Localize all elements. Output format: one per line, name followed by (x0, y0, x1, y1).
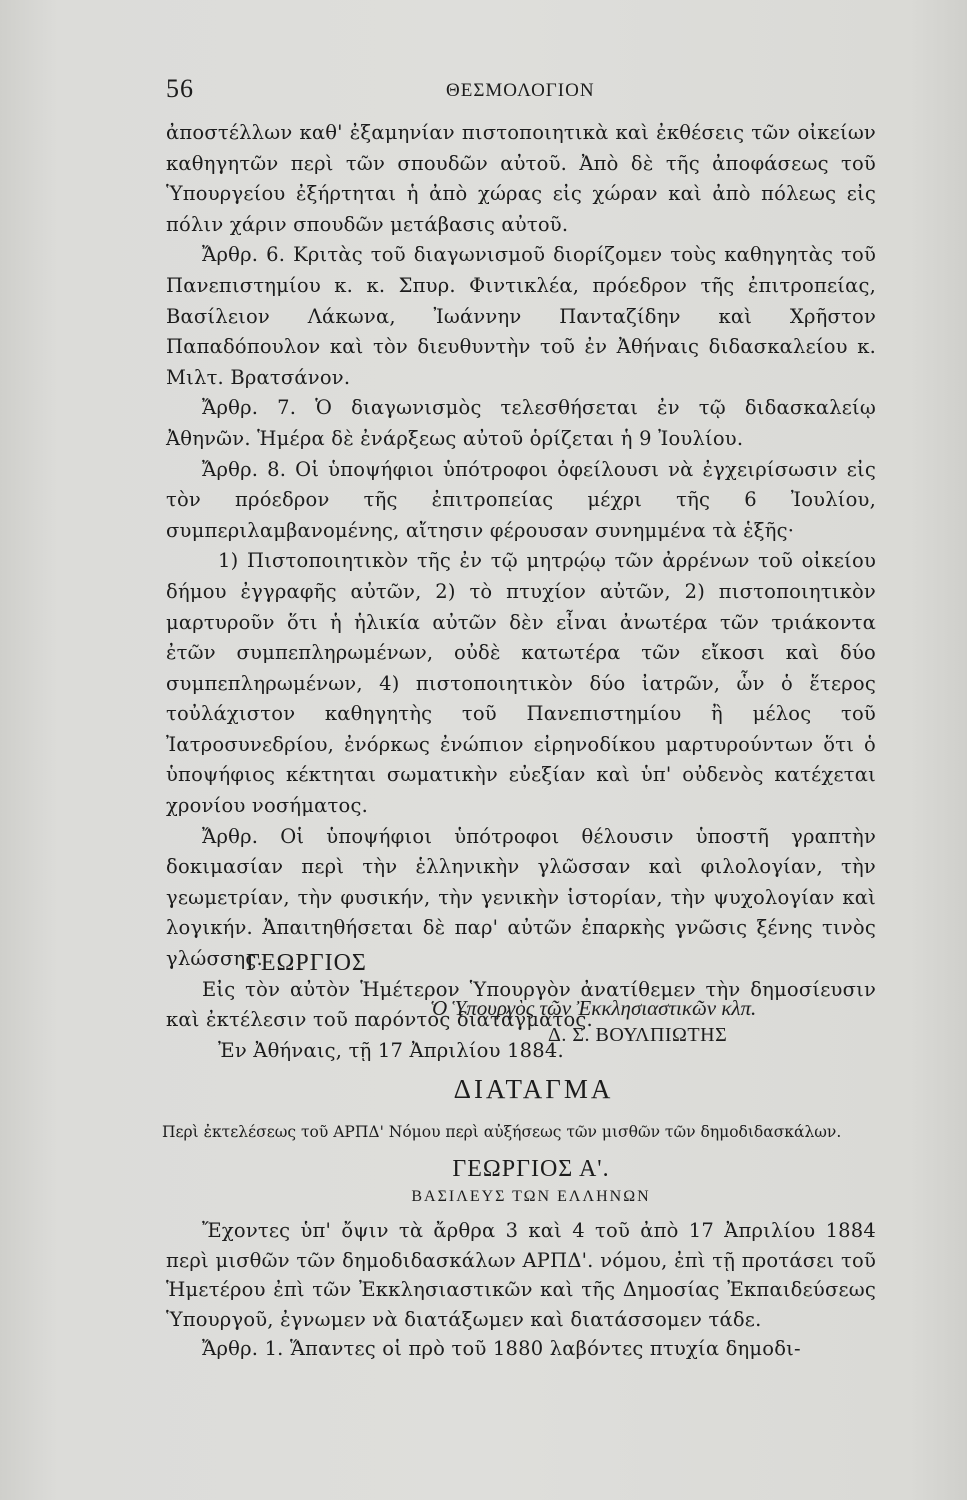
article-6: Ἄρθρ. 6. Κριτὰς τοῦ διαγωνισμοῦ διορίζομεν τοὺς καθηγητὰς τοῦ Πανεπιστημίου κ. κ. Σπυρ. Φιντικλέα, πρόεδρον τῆς ἐπιτροπείας, Βασίλειον Λάκωνα, Ἰωάννην Πανταζίδην καὶ Χρῆστον Παπαδόπουλον καὶ τὸν διευθυντὴν τοῦ ἐν Ἀθήναις διδασκαλείου κ. Μιλτ. Βρατσάνον. (166, 243, 876, 389)
decree-king-title: ΒΑΣΙΛΕΥΣ ΤΩΝ ΕΛΛΗΝΩΝ (411, 1188, 651, 1205)
article-8: Ἄρθρ. 8. Οἱ ὑποψήφιοι ὑπότροφοι ὀφείλουσι νὰ ἐγχειρίσωσιν εἰς τὸν πρόεδρον τῆς ἐπιτροπείας μέχρι τῆς 6 Ἰουλίου, συμπεριλαμβανομένης, αἴτησιν φέρουσαν συνημμένα τὰ ἑξῆς· (166, 457, 876, 542)
date-line: Ἐν Ἀθήναις, τῇ 17 Ἀπριλίου 1884. (218, 1038, 564, 1062)
running-head: ΘΕΣΜΟΛΟΓΙΟΝ (446, 80, 595, 101)
page-number: 56 (166, 74, 194, 103)
requirements-list: 1) Πιστοποιητικὸν τῆς ἐν τῷ μητρῴῳ τῶν ἀρρένων τοῦ οἰκείου δήμου ἐγγραφῆς αὐτῶν, 2) τὸ πτυχίον αὐτῶν, 2) πιστοποιητικὸν μαρτυροῦν ὅτι ἡ ἡλικία αὐτῶν δὲν εἶναι ἀνωτέρα τῶν τριάκοντα ἐτῶν συμπεπληρωμένων, οὐδὲ κατωτέρα τῶν εἴκοσι καὶ δύο συμπεπληρωμένων, 4) πιστοποιητικὸν δύο ἰατρῶν, ὧν ὁ ἕτερος τοὐλάχιστον καθηγητὴς τοῦ Πανεπιστημίου ἢ μέλος τοῦ Ἰατροσυνεδρίου, ἐνόρκως ἐνώπιον εἰρηνοδίκου μαρτυρούντων ὅτι ὁ ὑποψήφιος κέκτηται σωματικὴν εὐεξίαν καὶ ὑπ' οὐδενὸς κατέχεται χρονίου νοσήματος. (166, 549, 876, 818)
article-9: Ἄρθρ. Οἱ ὑποψήφιοι ὑπότροφοι θέλουσιν ὑποστῆ γραπτὴν δοκιμασίαν περὶ τὴν ἑλληνικὴν γλῶσσαν καὶ φιλολογίαν, τὴν γεωμετρίαν, τὴν φυσικήν, τὴν γενικὴν ἱστορίαν, τὴν ψυχολογίαν καὶ λογικήν. Ἀπαιτηθήσεται δὲ παρ' αὐτῶν ἐπαρκὴς γνῶσις ξένης τινὸς γλώσσης. (166, 824, 876, 971)
article-7: Ἄρθρ. 7. Ὁ διαγωνισμὸς τελεσθήσεται ἐν τῷ διδασκαλείῳ Ἀθηνῶν. Ἡμέρα δὲ ἐνάρξεως αὐτοῦ ὁρίζεται ἡ 9 Ἰουλίου. (166, 396, 876, 450)
body-text (166, 118, 876, 1066)
decree-article-1: Ἄρθρ. 1. Ἅπαντες οἱ πρὸ τοῦ 1880 λαβόντες πτυχία δημοδι- (202, 1337, 801, 1360)
king-signature: ΓΕΩΡΓΙΟΣ (246, 950, 367, 976)
decree-text (166, 1216, 876, 1364)
decree-preamble: Ἔχοντες ὑπ' ὄψιν τὰ ἄρθρα 3 καὶ 4 τοῦ ἀπὸ 17 Ἀπριλίου 1884 περὶ μισθῶν τῶν δημοδιδασκάλων ΑΡΠΔ'. νόμου, ἐπὶ τῇ προτάσει τοῦ Ἡμετέρου ἐπὶ τῶν Ἐκκλησιαστικῶν καὶ τῆς Δημοσίας Ἐκπαιδεύσεως Ὑπουργοῦ, ἐγνωμεν νὰ διατάξωμεν καὶ διατάσσομεν τάδε. (166, 1219, 876, 1331)
decree-king: ΓΕΩΡΓΙΟΣ Α'. (452, 1156, 610, 1182)
page-header (166, 74, 876, 110)
paragraph-intro: ἀποστέλλων καθ' ἐξαμηνίαν πιστοποιητικὰ καὶ ἐκθέσεις τῶν οἰκείων καθηγητῶν περὶ τῶν σπουδῶν αὐτοῦ. Ἀπὸ δὲ τῆς ἀποφάσεως τοῦ Ὑπουργείου ἐξήρτηται ἡ ἀπὸ χώρας εἰς χώραν καὶ ἀπὸ πόλεως εἰς πόλιν χάριν σπουδῶν μετάβασις αὐτοῦ. (166, 121, 876, 236)
minister-name: Δ. Σ. ΒΟΥΛΠΙΩΤΗΣ (548, 1024, 728, 1046)
decree-heading: ΔΙΑΤΑΓΜΑ (453, 1074, 614, 1104)
closing-paragraph: Εἰς τὸν αὐτὸν Ἡμέτερον Ὑπουργὸν ἀνατίθεμεν τὴν δημοσίευσιν καὶ ἐκτέλεσιν τοῦ παρόντος διατάγματος. (166, 977, 876, 1032)
minister-title: Ὁ Ὑπουργὸς τῶν Ἐκκλησιαστικῶν κλπ. (430, 996, 757, 1020)
decree-subtitle: Περὶ ἐκτελέσεως τοῦ ΑΡΠΔ' Νόμου περὶ αὐξήσεως τῶν μισθῶν τῶν δημοδιδασκάλων. (162, 1123, 842, 1141)
